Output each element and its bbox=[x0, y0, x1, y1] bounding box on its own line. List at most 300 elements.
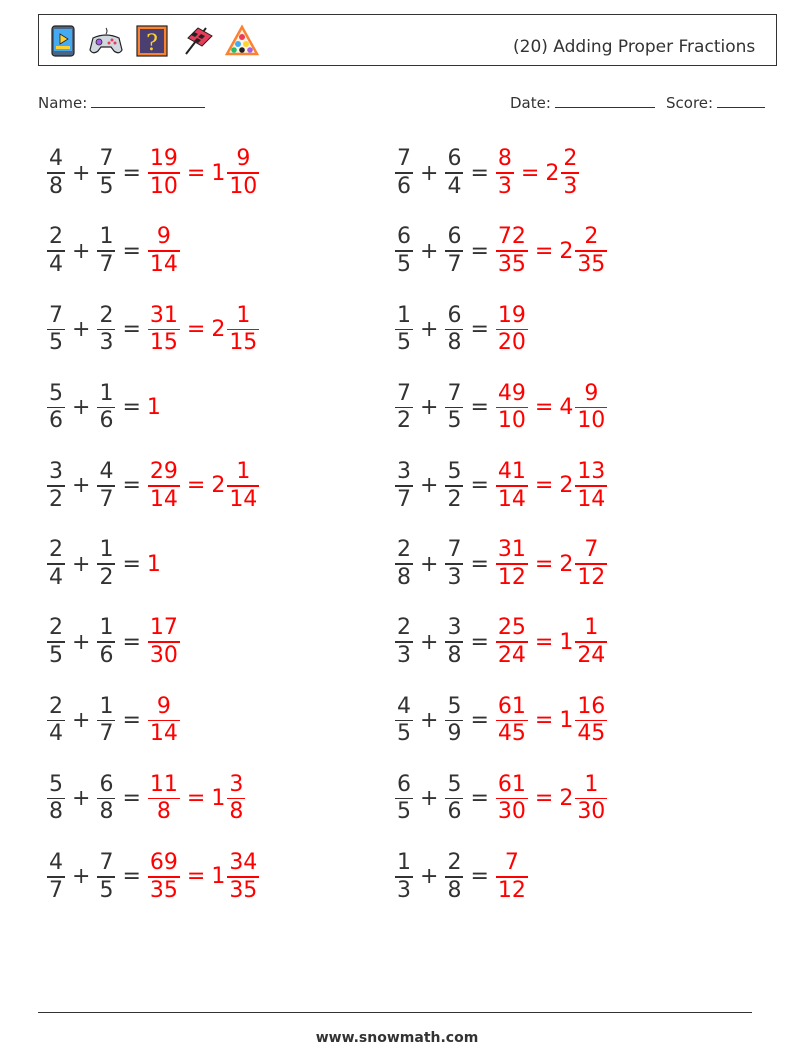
equals-sign: = bbox=[122, 551, 141, 577]
plus-sign: + bbox=[420, 707, 439, 733]
equals-sign: = bbox=[122, 786, 141, 812]
problem-item bbox=[46, 143, 260, 203]
equals-sign: = bbox=[470, 473, 489, 499]
numerator: 2 bbox=[447, 850, 462, 875]
equals-sign: = bbox=[534, 786, 554, 812]
mixed-fraction bbox=[575, 772, 607, 826]
answer-fraction bbox=[496, 615, 528, 669]
numerator: 29 bbox=[149, 459, 178, 484]
mixed-fraction bbox=[575, 381, 607, 435]
numerator: 1 bbox=[584, 615, 599, 641]
numerator: 1 bbox=[236, 459, 251, 484]
answer bbox=[147, 459, 260, 513]
denominator: 8 bbox=[49, 173, 63, 199]
equals-sign: = bbox=[534, 707, 554, 733]
numerator: 4 bbox=[397, 693, 411, 719]
name-label: Name: bbox=[38, 94, 88, 112]
numerator: 19 bbox=[149, 146, 178, 172]
denominator: 5 bbox=[397, 330, 411, 356]
equals-sign: = bbox=[186, 473, 206, 499]
addend-fraction bbox=[47, 381, 65, 435]
numerator: 1 bbox=[397, 302, 411, 328]
answer bbox=[147, 615, 181, 669]
numerator: 4 bbox=[49, 146, 63, 172]
answer-fraction bbox=[496, 772, 528, 826]
numerator: 7 bbox=[99, 850, 114, 875]
denominator: 10 bbox=[229, 173, 258, 199]
equals-sign: = bbox=[122, 864, 141, 890]
plus-sign: + bbox=[420, 864, 439, 890]
problem-item bbox=[394, 456, 608, 516]
addend-fraction bbox=[395, 615, 413, 669]
problem-item bbox=[394, 378, 608, 438]
date-label: Date: bbox=[510, 94, 551, 112]
equals-sign: = bbox=[122, 629, 141, 655]
numerator: 9 bbox=[156, 693, 171, 719]
numerator: 2 bbox=[99, 302, 114, 328]
numerator: 2 bbox=[49, 693, 63, 719]
denominator: 3 bbox=[99, 330, 114, 356]
mixed-whole: 2 bbox=[559, 786, 574, 812]
mixed-whole: 2 bbox=[559, 238, 574, 264]
denominator: 35 bbox=[149, 877, 178, 903]
addend-fraction bbox=[395, 303, 413, 357]
mixed-fraction bbox=[227, 146, 259, 200]
denominator: 24 bbox=[497, 642, 526, 668]
mixed-whole: 1 bbox=[559, 707, 574, 733]
denominator: 5 bbox=[397, 799, 411, 825]
footer-site: www.snowmath.com bbox=[315, 1030, 479, 1046]
denominator: 14 bbox=[149, 251, 178, 277]
answer bbox=[495, 537, 608, 591]
numerator: 9 bbox=[584, 380, 599, 406]
equals-sign: = bbox=[534, 473, 554, 499]
problem-item bbox=[394, 612, 608, 672]
addend-fraction bbox=[97, 146, 115, 200]
score-label: Score: bbox=[666, 94, 714, 112]
denominator: 14 bbox=[149, 486, 178, 512]
denominator: 2 bbox=[49, 486, 63, 512]
denominator: 35 bbox=[229, 877, 258, 903]
answer-fraction bbox=[496, 850, 528, 904]
denominator: 14 bbox=[149, 721, 178, 747]
equals-sign: = bbox=[186, 786, 206, 812]
denominator: 3 bbox=[397, 877, 411, 903]
checkered-flag-icon bbox=[180, 24, 214, 58]
denominator: 10 bbox=[149, 173, 178, 199]
equals-sign: = bbox=[122, 707, 141, 733]
denominator: 6 bbox=[447, 799, 462, 825]
denominator: 14 bbox=[229, 486, 258, 512]
answer-fraction bbox=[148, 615, 180, 669]
addend-fraction bbox=[47, 146, 65, 200]
numerator: 31 bbox=[149, 302, 178, 328]
denominator: 20 bbox=[497, 330, 526, 356]
denominator: 5 bbox=[49, 642, 63, 668]
numerator: 1 bbox=[99, 224, 114, 250]
numerator: 2 bbox=[563, 146, 578, 172]
addend-fraction bbox=[97, 303, 115, 357]
addend-fraction bbox=[395, 694, 413, 748]
numerator: 25 bbox=[497, 615, 526, 641]
equals-sign: = bbox=[122, 316, 141, 342]
denominator: 14 bbox=[497, 486, 526, 512]
plus-sign: + bbox=[72, 707, 91, 733]
numerator: 41 bbox=[497, 459, 526, 484]
denominator: 7 bbox=[49, 877, 63, 903]
addend-fraction bbox=[97, 459, 115, 513]
addend-fraction bbox=[445, 694, 463, 748]
mixed-fraction bbox=[575, 537, 607, 591]
plus-sign: + bbox=[420, 316, 439, 342]
addend-fraction bbox=[445, 303, 463, 357]
denominator: 8 bbox=[156, 799, 171, 825]
mixed-whole: 4 bbox=[559, 395, 574, 421]
addend-fraction bbox=[445, 850, 463, 904]
denominator: 10 bbox=[497, 408, 526, 434]
numerator: 2 bbox=[397, 615, 411, 641]
numerator: 2 bbox=[49, 224, 63, 250]
addend-fraction bbox=[395, 146, 413, 200]
score-field[interactable] bbox=[666, 93, 765, 112]
plus-sign: + bbox=[72, 395, 91, 421]
addend-fraction bbox=[97, 537, 115, 591]
denominator: 3 bbox=[563, 173, 578, 199]
numerator: 3 bbox=[397, 459, 411, 484]
equals-sign: = bbox=[470, 395, 489, 421]
mixed-fraction bbox=[227, 303, 259, 357]
denominator: 3 bbox=[447, 564, 462, 590]
numerator: 6 bbox=[99, 771, 114, 797]
score-blank[interactable] bbox=[717, 93, 765, 108]
answer bbox=[495, 459, 608, 513]
date-blank[interactable] bbox=[555, 93, 655, 108]
answer-fraction bbox=[496, 459, 528, 513]
problem-item bbox=[394, 847, 529, 907]
equals-sign: = bbox=[122, 473, 141, 499]
plus-sign: + bbox=[72, 786, 91, 812]
answer bbox=[495, 381, 608, 435]
mixed-whole: 1 bbox=[211, 786, 226, 812]
answer bbox=[147, 552, 161, 577]
answer bbox=[495, 146, 580, 200]
addend-fraction bbox=[395, 537, 413, 591]
addend-fraction bbox=[47, 850, 65, 904]
numerator: 6 bbox=[397, 771, 411, 797]
addend-fraction bbox=[47, 694, 65, 748]
plus-sign: + bbox=[72, 551, 91, 577]
numerator: 2 bbox=[584, 224, 599, 250]
denominator: 7 bbox=[99, 251, 114, 277]
numerator: 13 bbox=[577, 459, 606, 484]
denominator: 6 bbox=[397, 173, 411, 199]
numerator: 7 bbox=[397, 380, 411, 406]
answer-fraction bbox=[148, 224, 180, 278]
numerator: 6 bbox=[447, 146, 462, 172]
plus-sign: + bbox=[72, 316, 91, 342]
denominator: 5 bbox=[99, 877, 114, 903]
denominator: 8 bbox=[447, 877, 462, 903]
numerator: 7 bbox=[447, 537, 462, 563]
plus-sign: + bbox=[420, 473, 439, 499]
denominator: 15 bbox=[149, 330, 178, 356]
numerator: 61 bbox=[497, 771, 526, 797]
denominator: 2 bbox=[447, 486, 462, 512]
answer-whole: 1 bbox=[146, 551, 161, 577]
denominator: 8 bbox=[99, 799, 114, 825]
denominator: 45 bbox=[497, 721, 526, 747]
numerator: 1 bbox=[99, 380, 114, 406]
problem-item bbox=[46, 534, 161, 594]
denominator: 5 bbox=[49, 330, 63, 356]
denominator: 30 bbox=[497, 799, 526, 825]
addend-fraction bbox=[395, 459, 413, 513]
numerator: 3 bbox=[447, 615, 462, 641]
denominator: 35 bbox=[497, 251, 526, 277]
numerator: 17 bbox=[149, 615, 178, 641]
answer-fraction bbox=[148, 459, 180, 513]
equals-sign: = bbox=[186, 316, 206, 342]
denominator: 30 bbox=[149, 642, 178, 668]
addend-fraction bbox=[47, 615, 65, 669]
numerator: 2 bbox=[49, 537, 63, 563]
numerator: 49 bbox=[497, 380, 526, 406]
problem-item bbox=[46, 612, 181, 672]
mixed-fraction bbox=[227, 850, 259, 904]
denominator: 3 bbox=[497, 173, 512, 199]
answer-fraction bbox=[148, 694, 180, 748]
denominator: 15 bbox=[229, 330, 258, 356]
numerator: 4 bbox=[99, 459, 114, 484]
footer-divider bbox=[38, 1012, 752, 1013]
denominator: 45 bbox=[577, 721, 606, 747]
addend-fraction bbox=[395, 772, 413, 826]
equals-sign: = bbox=[470, 238, 489, 264]
numerator: 7 bbox=[99, 146, 114, 172]
numerator: 1 bbox=[236, 302, 251, 328]
mixed-fraction bbox=[575, 615, 607, 669]
numerator: 2 bbox=[49, 615, 63, 641]
answer bbox=[495, 224, 608, 278]
answer-fraction bbox=[496, 224, 528, 278]
denominator: 3 bbox=[397, 642, 411, 668]
mixed-whole: 1 bbox=[211, 160, 226, 186]
addend-fraction bbox=[47, 537, 65, 591]
denominator: 2 bbox=[99, 564, 114, 590]
equals-sign: = bbox=[470, 707, 489, 733]
mixed-fraction bbox=[575, 694, 607, 748]
equals-sign: = bbox=[534, 629, 554, 655]
numerator: 11 bbox=[149, 771, 178, 797]
addend-fraction bbox=[97, 615, 115, 669]
name-blank[interactable] bbox=[91, 93, 205, 108]
problem-item bbox=[394, 769, 608, 829]
name-field[interactable] bbox=[38, 93, 205, 112]
numerator: 72 bbox=[497, 224, 526, 250]
denominator: 8 bbox=[447, 642, 462, 668]
addend-fraction bbox=[445, 146, 463, 200]
plus-sign: + bbox=[72, 160, 91, 186]
addend-fraction bbox=[47, 772, 65, 826]
addend-fraction bbox=[445, 772, 463, 826]
denominator: 5 bbox=[397, 251, 411, 277]
numerator: 9 bbox=[156, 224, 171, 250]
denominator: 24 bbox=[577, 642, 606, 668]
numerator: 31 bbox=[497, 537, 526, 563]
answer bbox=[147, 694, 181, 748]
equals-sign: = bbox=[534, 238, 554, 264]
equals-sign: = bbox=[470, 316, 489, 342]
gamepad-icon bbox=[89, 24, 123, 58]
equals-sign: = bbox=[470, 864, 489, 890]
denominator: 8 bbox=[49, 799, 63, 825]
denominator: 4 bbox=[49, 251, 63, 277]
problem-item bbox=[394, 690, 608, 750]
plus-sign: + bbox=[420, 629, 439, 655]
answer bbox=[147, 303, 260, 357]
problem-item bbox=[394, 221, 608, 281]
denominator: 12 bbox=[497, 564, 526, 590]
answer-fraction bbox=[496, 146, 514, 200]
answer-fraction bbox=[496, 303, 528, 357]
addend-fraction bbox=[47, 303, 65, 357]
worksheet-title: (20) Adding Proper Fractions bbox=[513, 37, 756, 57]
equals-sign: = bbox=[470, 160, 489, 186]
numerator: 1 bbox=[397, 850, 411, 875]
numerator: 7 bbox=[584, 537, 599, 563]
denominator: 35 bbox=[577, 251, 606, 277]
mixed-whole: 2 bbox=[559, 551, 574, 577]
problem-item bbox=[46, 456, 260, 516]
addend-fraction bbox=[97, 224, 115, 278]
numerator: 7 bbox=[49, 302, 63, 328]
numerator: 2 bbox=[397, 537, 411, 563]
addend-fraction bbox=[395, 224, 413, 278]
equals-sign: = bbox=[534, 395, 554, 421]
denominator: 12 bbox=[497, 877, 526, 903]
answer-whole: 1 bbox=[146, 395, 161, 421]
numerator: 6 bbox=[447, 302, 462, 328]
answer bbox=[495, 850, 529, 904]
plus-sign: + bbox=[420, 786, 439, 812]
numerator: 5 bbox=[49, 380, 63, 406]
denominator: 4 bbox=[447, 173, 462, 199]
problem-item bbox=[46, 378, 161, 438]
mixed-fraction bbox=[227, 772, 245, 826]
numerator: 7 bbox=[447, 380, 462, 406]
numerator: 5 bbox=[447, 693, 462, 719]
problem-item bbox=[46, 769, 246, 829]
numerator: 1 bbox=[99, 537, 114, 563]
addend-fraction bbox=[47, 459, 65, 513]
addend-fraction bbox=[47, 224, 65, 278]
worksheet-header bbox=[38, 14, 777, 66]
numerator: 1 bbox=[99, 693, 114, 719]
mixed-whole: 1 bbox=[559, 629, 574, 655]
plus-sign: + bbox=[72, 629, 91, 655]
billiard-rack-icon bbox=[225, 24, 259, 58]
problem-item bbox=[46, 221, 181, 281]
plus-sign: + bbox=[420, 395, 439, 421]
equals-sign: = bbox=[470, 629, 489, 655]
answer-fraction bbox=[496, 694, 528, 748]
denominator: 8 bbox=[447, 330, 462, 356]
numerator: 34 bbox=[229, 850, 258, 875]
denominator: 5 bbox=[99, 173, 114, 199]
mixed-fraction bbox=[227, 459, 259, 513]
problem-item bbox=[394, 534, 608, 594]
answer-fraction bbox=[148, 772, 180, 826]
denominator: 8 bbox=[229, 799, 244, 825]
play-tablet-icon bbox=[46, 24, 80, 58]
mixed-whole: 2 bbox=[211, 316, 226, 342]
date-field[interactable] bbox=[510, 93, 655, 112]
equals-sign: = bbox=[122, 238, 141, 264]
denominator: 7 bbox=[397, 486, 411, 512]
denominator: 4 bbox=[49, 721, 63, 747]
numerator: 19 bbox=[497, 302, 526, 328]
problem-item bbox=[394, 143, 580, 203]
problem-item bbox=[46, 690, 181, 750]
denominator: 6 bbox=[99, 642, 114, 668]
addend-fraction bbox=[97, 850, 115, 904]
mixed-whole: 2 bbox=[211, 473, 226, 499]
addend-fraction bbox=[445, 381, 463, 435]
equals-sign: = bbox=[470, 786, 489, 812]
mixed-fraction bbox=[575, 459, 607, 513]
answer bbox=[495, 772, 608, 826]
mixed-whole: 2 bbox=[545, 160, 560, 186]
plus-sign: + bbox=[420, 160, 439, 186]
plus-sign: + bbox=[72, 473, 91, 499]
answer bbox=[147, 850, 260, 904]
denominator: 7 bbox=[99, 486, 114, 512]
plus-sign: + bbox=[72, 238, 91, 264]
denominator: 9 bbox=[447, 721, 462, 747]
addend-fraction bbox=[445, 537, 463, 591]
addend-fraction bbox=[97, 381, 115, 435]
equals-sign: = bbox=[470, 551, 489, 577]
answer bbox=[147, 146, 260, 200]
answer bbox=[495, 303, 529, 357]
denominator: 5 bbox=[397, 721, 411, 747]
equals-sign: = bbox=[520, 160, 540, 186]
addend-fraction bbox=[445, 224, 463, 278]
denominator: 12 bbox=[577, 564, 606, 590]
numerator: 7 bbox=[504, 850, 519, 875]
addend-fraction bbox=[395, 850, 413, 904]
denominator: 10 bbox=[577, 408, 606, 434]
answer bbox=[147, 395, 161, 420]
denominator: 4 bbox=[49, 564, 63, 590]
denominator: 2 bbox=[397, 408, 411, 434]
answer-fraction bbox=[148, 146, 180, 200]
addend-fraction bbox=[445, 615, 463, 669]
answer bbox=[495, 694, 608, 748]
numerator: 69 bbox=[149, 850, 178, 875]
numerator: 3 bbox=[49, 459, 63, 484]
answer bbox=[147, 772, 246, 826]
numerator: 5 bbox=[447, 771, 462, 797]
addend-fraction bbox=[395, 381, 413, 435]
mixed-whole: 2 bbox=[559, 473, 574, 499]
numerator: 9 bbox=[236, 146, 251, 172]
denominator: 8 bbox=[397, 564, 411, 590]
answer bbox=[495, 615, 608, 669]
mixed-fraction bbox=[561, 146, 579, 200]
denominator: 30 bbox=[577, 799, 606, 825]
numerator: 61 bbox=[497, 693, 526, 719]
